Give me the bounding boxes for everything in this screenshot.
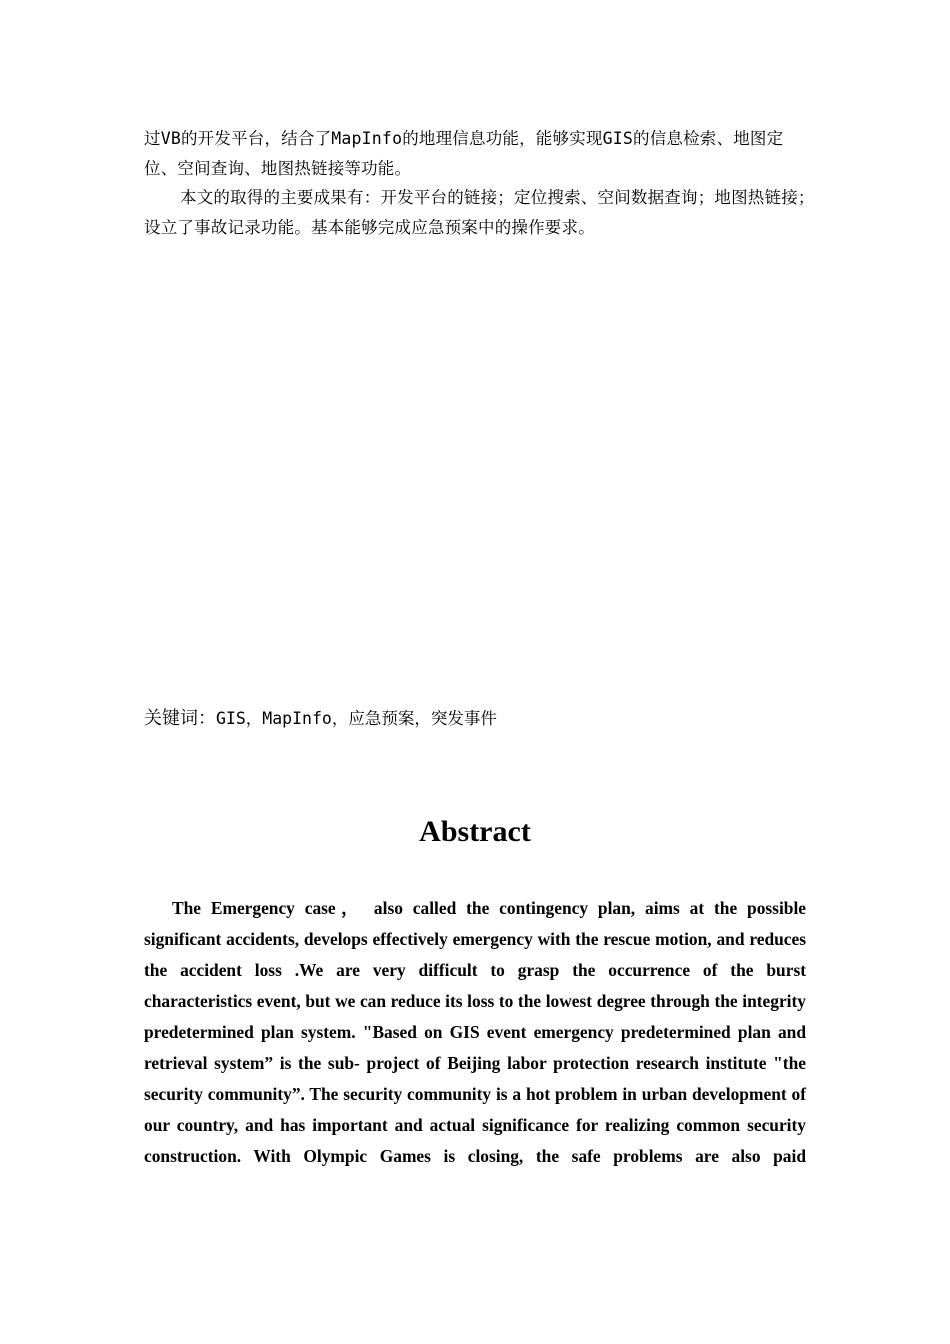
chinese-abstract-paragraph-2: 本文的取得的主要成果有：开发平台的链接；定位搜索、空间数据查询；地图热链接；设立了事故记录功能。基本能够完成应急预案中的操作要求。 — [144, 188, 815, 237]
keywords-label: 关键词： — [144, 708, 216, 729]
abstract-body: The Emergency case， also called the contingency plan, aims at the possible significant accidents, develops effectively emergency with the rescue motion, and reduces the accident loss .We are very difficult to grasp the occurrence of the burst characteristics event, but we can reduce its loss to the lowest degree through the integrity predetermined plan system. "Based on GIS event emergency predetermined plan and retrieval system” is the sub- project of Beijing labor protection research institute "the security community”. The security community is a hot problem in urban development of our country, and has important and actual significance for realizing common security construction. With Olympic Games is closing, the safe problems are also paid — [144, 898, 806, 1166]
abstract-title: Abstract — [419, 815, 531, 848]
keywords-value: GIS，MapInfo，应急预案，突发事件 — [216, 709, 497, 728]
keywords-line — [144, 704, 816, 734]
chinese-abstract-paragraph-1: 过VB的开发平台，结合了MapInfo的地理信息功能，能够实现GIS的信息检索、地图定位、空间查询、地图热链接等功能。 — [144, 129, 784, 178]
